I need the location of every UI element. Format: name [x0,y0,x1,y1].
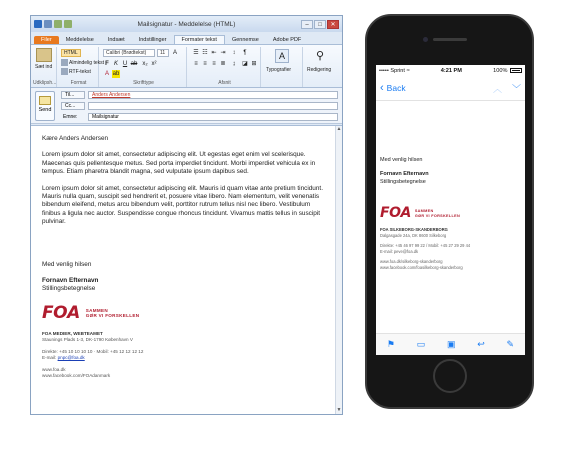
paragraph-label: Afsnit [218,80,231,86]
font-label: Skrifttype [133,80,154,86]
send-label: Send [38,107,52,113]
binoculars-icon[interactable]: ⚲ [316,50,325,62]
subject-field[interactable]: Mailsignatur [88,113,338,121]
quick-access-toolbar [34,20,72,28]
font-size-select[interactable]: 11 [157,49,169,57]
format-label: Format [70,80,87,86]
paste-icon[interactable] [36,48,52,62]
signature-org: FOA MEDIER, WEBTEAMET [42,331,103,337]
scroll-up-icon[interactable]: ▲ [336,126,342,132]
send-envelope-icon [39,96,51,105]
strikethrough-button[interactable]: ab [130,61,138,67]
signature-email-link[interactable]: pnpc@foa.dk [57,355,85,361]
battery-percent: 100% [493,68,508,74]
iphone-mail-screen [376,65,525,355]
phone-foa-tagline-2: GØR VI FORSKELLEN [414,214,460,219]
undo-icon[interactable] [54,20,62,28]
sender-name: Fornavn Efternavn [42,277,99,285]
numbering-icon[interactable]: ☷ [202,50,208,56]
window-title: Mailsignatur - Meddelelse (HTML) [137,20,236,28]
chevron-left-icon: ‹ [380,82,384,94]
to-field[interactable]: Anders Andersen [88,91,338,99]
indent-icon[interactable]: ⇥ [220,50,226,56]
home-button[interactable] [433,359,467,393]
foa-tagline-2: GØR VI FORSKELLEN [85,313,140,319]
signature-web[interactable]: www.foa.dk [42,366,66,372]
phone-closing: Med venlig hilsen [380,157,423,163]
signature-facebook[interactable]: www.facebook.com/FOAdanmark [42,373,111,379]
paragraph-group [189,47,261,87]
justify-icon[interactable]: ≣ [220,61,226,67]
html-format-button[interactable] [61,49,81,57]
cc-button[interactable]: Cc... [61,102,85,110]
phone-signature-email[interactable]: E-mail: peve@foa.dk [380,248,419,254]
greeting: Kære Anders Andersen [42,135,109,142]
closing: Med venlig hilsen [42,260,92,268]
phone-message-content [380,157,521,271]
iphone-device [365,14,534,409]
rtf-text-label: RTF-tekst [69,68,91,75]
editing-button[interactable]: Redigering [307,67,332,73]
styles-button[interactable]: Typografier [266,67,292,73]
folder-icon[interactable]: ▭ [416,339,426,349]
tab-message[interactable]: Meddelelse [65,37,94,43]
font-name-select[interactable]: Calibri (Brødtekst) [103,49,155,57]
bold-button[interactable]: F [105,61,109,67]
close-button[interactable]: ✕ [327,20,339,29]
rtf-text-button[interactable] [61,68,91,75]
signature-address: Staunings Plads 1-3, DK-1790 København V [42,337,133,343]
vertical-scrollbar[interactable] [335,126,342,414]
align-right-icon[interactable]: ≡ [212,61,216,67]
mail-nav-bar [376,77,525,101]
styles-icon[interactable]: A [275,49,289,63]
italic-button[interactable]: K [113,61,118,67]
grow-font-icon[interactable]: A [172,50,177,56]
next-message-icon[interactable]: ﹀ [511,84,521,94]
sort-icon[interactable]: ↕ [232,50,236,56]
mail-toolbar [376,333,525,355]
flag-icon[interactable]: ⚑ [386,339,395,349]
phone-foa-logo [380,205,521,222]
signature-phones: Direkte: +45 10 10 10 10 · Mobil: +45 12 12 12 12 [42,348,144,354]
earpiece-speaker [433,38,467,41]
rtf-text-icon [61,68,68,75]
message-content [42,135,330,380]
line-spacing-icon[interactable]: ↨ [232,61,236,67]
tab-format-text[interactable]: Formater tekst [174,35,225,44]
previous-message-icon[interactable]: ︿ [492,84,502,94]
redo-icon[interactable] [64,20,72,28]
align-center-icon[interactable]: ≡ [203,61,207,67]
format-group [59,47,105,87]
signature-email-label: E-mail: [42,355,57,361]
title-bar [31,16,342,32]
align-left-icon[interactable]: ≡ [194,61,198,67]
shading-icon[interactable]: ◪ [242,61,248,67]
plain-text-button[interactable] [61,59,104,66]
scroll-down-icon[interactable]: ▼ [336,407,342,413]
clipboard-label: Udklipsh... [33,80,57,86]
cc-field[interactable] [88,102,338,110]
reply-icon[interactable]: ↩ [477,339,485,349]
pilcrow-icon[interactable]: ¶ [243,50,247,56]
underline-button[interactable]: U [122,61,128,67]
wifi-icon: ≈ [406,68,410,74]
back-label: Back [386,83,406,93]
outlook-app-icon [34,20,42,28]
font-color-button[interactable]: A [104,71,109,77]
editing-group [305,47,341,87]
ribbon [31,44,342,88]
subscript-button[interactable]: x₂ [142,61,148,67]
foa-logo [42,303,330,324]
ribbon-tabs [31,32,342,44]
tab-insert[interactable]: Indsæt [107,37,125,43]
phone-signature-facebook[interactable]: www.facebook.com/foasilkeborg-skanderborg [380,264,463,270]
sender-title: Stillingsbetegnelse [42,285,96,293]
message-header [31,88,342,124]
phone-signature-org: FOA SILKEBORG-SKANDERBORG [380,226,448,232]
subject-label: Emne: [63,114,78,120]
phone-signature-address: Dalgasgade 24a, DK 8600 Silkeborg [380,232,447,238]
bullets-icon[interactable]: ☰ [193,50,199,56]
phone-signature-web[interactable]: www.foa.dk/silkeborg-skanderborg [380,258,443,264]
tab-review[interactable]: Gennemse [231,37,259,43]
foa-tagline-1: SAMMEN [85,307,108,313]
tab-options[interactable]: Indstillinger [138,37,167,43]
send-button[interactable] [35,91,55,121]
compose-icon[interactable]: ✎ [506,339,515,349]
highlight-button[interactable]: ab [112,71,120,77]
borders-icon[interactable]: ⊞ [251,61,257,67]
clock: 4:21 PM [440,68,462,74]
font-group [101,47,187,87]
front-camera [423,37,428,42]
minimize-button[interactable]: – [301,20,313,29]
archive-icon[interactable]: ▣ [446,339,456,349]
message-body-editor[interactable] [31,125,342,414]
tab-adobe-pdf[interactable]: Adobe PDF [272,37,302,43]
save-icon[interactable] [44,20,52,28]
phone-signature-phones: Direkte: +45 46 97 99 22 / Mobil: +45 27 29 29 44 [380,242,471,248]
status-bar [376,65,525,77]
paste-button[interactable]: Sæt ind [35,64,53,70]
phone-sender-name: Fornavn Efternavn [380,171,429,178]
clipboard-group [33,47,57,87]
body-paragraph-1: Lorem ipsum dolor sit amet, consectetur adipiscing elit. Ut egestas eget enim vel scelerisque. Maecenas quis pellentesque metus. Sed porta imperdiet tincidunt. Morbi imperdiet vehicula ex in tempus. Etiam pharetra blandit magna, sed vulputate ipsum dapibus sed. [42,151,316,176]
back-button[interactable] [380,83,406,93]
plain-text-icon [61,59,68,66]
outdent-icon[interactable]: ⇤ [211,50,217,56]
plain-text-label: Almindelig tekst [69,59,105,66]
to-button[interactable]: Til... [61,91,85,99]
maximize-button[interactable]: □ [314,20,326,29]
foa-logo-word: FOA [42,303,80,324]
carrier: Sprint [390,68,405,74]
signal-icon: ••••• [379,68,389,74]
html-format-label: HTML [64,50,78,56]
phone-foa-tagline-1: SAMMEN [414,209,434,214]
phone-foa-logo-word: FOA [380,205,411,222]
body-paragraph-2: Lorem ipsum dolor sit amet, consectetur adipiscing elit. Mauris id quam vitae ante pretium tincidunt. Mauris nulla quam, suscipit sed hendrerit et, posuere vitae libero. Nam elementum, velit venenatis bibendum eleifend, metus arcu bibendum velit, porttitor rutrum tellus nisl nec libero. Vestibulum finibus a ligula nec auctor. Suspendisse congue rhoncus tincidunt. Vivamus mattis tellus in suscipit pulvinar. [42,184,323,226]
styles-group [263,47,303,87]
battery-icon [510,68,522,73]
phone-sender-title: Stillingsbetegnelse [380,178,426,185]
outlook-compose-window [30,15,343,415]
superscript-button[interactable]: x² [151,61,157,67]
tab-file[interactable]: Filer [34,36,59,44]
